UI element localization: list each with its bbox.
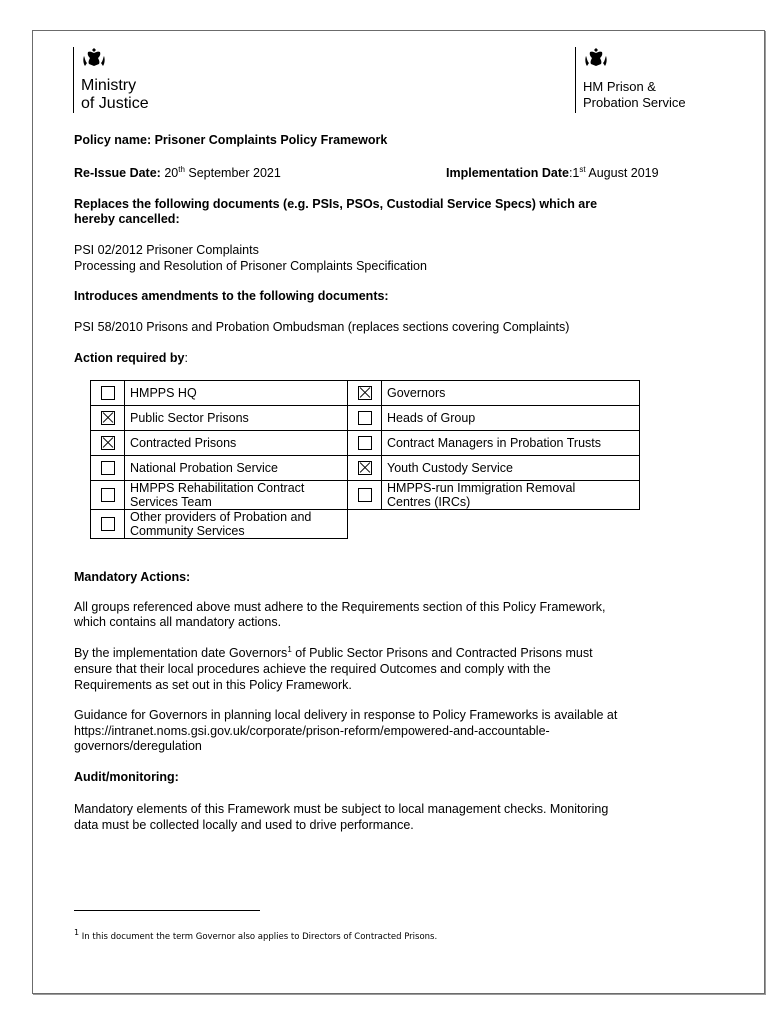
checked-box-icon[interactable] — [101, 436, 115, 450]
implementation-date-day: 1 — [572, 166, 580, 180]
action-label — [125, 481, 348, 510]
replaces-heading-line2: hereby cancelled: — [74, 212, 180, 226]
action-label-line1: National Probation Service — [130, 461, 278, 475]
checkbox-cell — [348, 456, 382, 481]
checked-box-icon[interactable] — [101, 411, 115, 425]
action-label-line1: Contract Managers in Probation Trusts — [387, 436, 601, 450]
audit-heading: Audit/monitoring: — [74, 770, 179, 784]
policy-name-label: Policy name: — [74, 133, 155, 147]
action-label-line1: Public Sector Prisons — [130, 411, 249, 425]
mandatory-p3-line1: Guidance for Governors in planning local delivery in response to Policy Frameworks is available at — [74, 708, 618, 722]
footnote-ref: 1 — [287, 644, 292, 654]
checkbox-cell — [348, 406, 382, 431]
audit-p-line1: Mandatory elements of this Framework must be subject to local management checks. Monitoring — [74, 802, 609, 816]
action-heading-colon: : — [184, 351, 188, 365]
checkbox-cell — [91, 431, 125, 456]
implementation-date-sup: st — [579, 164, 586, 174]
footnote — [74, 928, 438, 942]
checkbox-cell — [91, 456, 125, 481]
action-label-line1: Youth Custody Service — [387, 461, 514, 475]
reissue-date-rest: September 2021 — [184, 166, 281, 180]
moj-logo-line2: of Justice — [81, 95, 149, 112]
empty-cell — [348, 510, 640, 539]
mandatory-p2-line1-b: of Public Sector Prisons and Contracted Prisons must — [291, 646, 593, 660]
checkbox-cell — [348, 431, 382, 456]
implementation-date-rest: August 2019 — [585, 166, 659, 180]
action-label-line1: Other providers of Probation and — [130, 510, 312, 524]
action-heading-label: Action required by — [74, 351, 185, 365]
guidance-link[interactable]: https://intranet.noms.gsi.gov.uk/corporate/prison-reform/empowered-and-accountable- — [74, 724, 550, 738]
replaces-item: Processing and Resolution of Prisoner Complaints Specification — [74, 259, 427, 273]
hmpps-logo-line1: HM Prison & — [583, 79, 656, 94]
action-label-line2: Services Team — [130, 495, 212, 509]
reissue-date-sup: th — [178, 164, 185, 174]
action-label-line1: Heads of Group — [387, 411, 476, 425]
unchecked-box-icon[interactable] — [358, 411, 372, 425]
mandatory-p1-line1: All groups referenced above must adhere to the Requirements section of this Policy Framework, — [74, 600, 606, 614]
action-heading — [74, 350, 188, 366]
action-row — [91, 510, 640, 539]
mandatory-p2-line2: ensure that their local procedures achieve the required Outcomes and comply with the — [74, 662, 551, 676]
mandatory-p2-line1 — [74, 645, 593, 661]
amendments-heading: Introduces amendments to the following documents: — [74, 289, 389, 303]
checked-box-icon[interactable] — [358, 461, 372, 475]
moj-logo-line1: Ministry — [81, 77, 137, 94]
checkbox-cell — [348, 481, 382, 510]
action-label — [125, 381, 348, 406]
checkbox-cell — [91, 406, 125, 431]
policy-name-value: Prisoner Complaints Policy Framework — [154, 133, 388, 147]
mandatory-p2-line3: Requirements as set out in this Policy Framework. — [74, 678, 352, 692]
mandatory-p2-line1-a: By the implementation date Governors — [74, 646, 288, 660]
action-label-line2: Community Services — [130, 524, 245, 538]
mandatory-p1-line2: which contains all mandatory actions. — [74, 615, 282, 629]
replaces-heading-line1: Replaces the following documents (e.g. PSIs, PSOs, Custodial Service Specs) which are — [74, 197, 598, 211]
action-table — [90, 380, 640, 539]
action-label — [382, 481, 640, 510]
checkbox-cell — [91, 381, 125, 406]
action-label-line1: Governors — [387, 386, 446, 400]
action-row — [91, 431, 640, 456]
unchecked-box-icon[interactable] — [358, 488, 372, 502]
action-label-line1: HMPPS-run Immigration Removal — [387, 481, 576, 495]
amendments-item: PSI 58/2010 Prisons and Probation Ombudsman (replaces sections covering Complaints) — [74, 320, 570, 334]
action-label — [382, 456, 640, 481]
action-label — [382, 431, 640, 456]
reissue-date-day: 20 — [160, 166, 179, 180]
logo-bar — [73, 47, 74, 113]
unchecked-box-icon[interactable] — [101, 517, 115, 531]
unchecked-box-icon[interactable] — [101, 386, 115, 400]
checkbox-cell — [91, 481, 125, 510]
action-label-line2: Centres (IRCs) — [387, 495, 471, 509]
hmpps-logo-line2: Probation Service — [583, 95, 686, 110]
replaces-item: PSI 02/2012 Prisoner Complaints — [74, 243, 259, 257]
audit-p-line2: data must be collected locally and used to drive performance. — [74, 818, 414, 832]
action-label — [125, 406, 348, 431]
action-label — [125, 456, 348, 481]
unchecked-box-icon[interactable] — [101, 488, 115, 502]
unchecked-box-icon[interactable] — [101, 461, 115, 475]
royal-crest-icon — [81, 47, 107, 69]
footnote-separator — [74, 910, 260, 911]
action-label-line1: HMPPS Rehabilitation Contract — [130, 481, 305, 495]
implementation-date-sep: : — [568, 166, 573, 180]
action-row — [91, 456, 640, 481]
action-row — [91, 406, 640, 431]
checked-box-icon[interactable] — [358, 386, 372, 400]
action-label — [125, 510, 348, 539]
checkbox-cell — [348, 381, 382, 406]
unchecked-box-icon[interactable] — [358, 436, 372, 450]
guidance-link-cont[interactable]: governors/deregulation — [74, 739, 202, 753]
action-row — [91, 381, 640, 406]
action-label-line1: Contracted Prisons — [130, 436, 237, 450]
action-label — [125, 431, 348, 456]
reissue-date — [74, 165, 281, 181]
action-row — [91, 481, 640, 510]
policy-name — [74, 132, 387, 148]
implementation-date — [446, 165, 659, 181]
action-label-line1: HMPPS HQ — [130, 386, 197, 400]
reissue-date-label: Re-Issue Date: — [74, 166, 161, 180]
logo-bar — [575, 47, 576, 113]
footnote-text: In this document the term Governor also applies to Directors of Contracted Prisons. — [79, 932, 438, 942]
action-label — [382, 381, 640, 406]
implementation-date-label: Implementation Date — [446, 166, 569, 180]
royal-crest-icon — [583, 47, 609, 69]
footnote-number: 1 — [74, 928, 80, 938]
action-label — [382, 406, 640, 431]
checkbox-cell — [91, 510, 125, 539]
mandatory-heading: Mandatory Actions: — [74, 570, 191, 584]
